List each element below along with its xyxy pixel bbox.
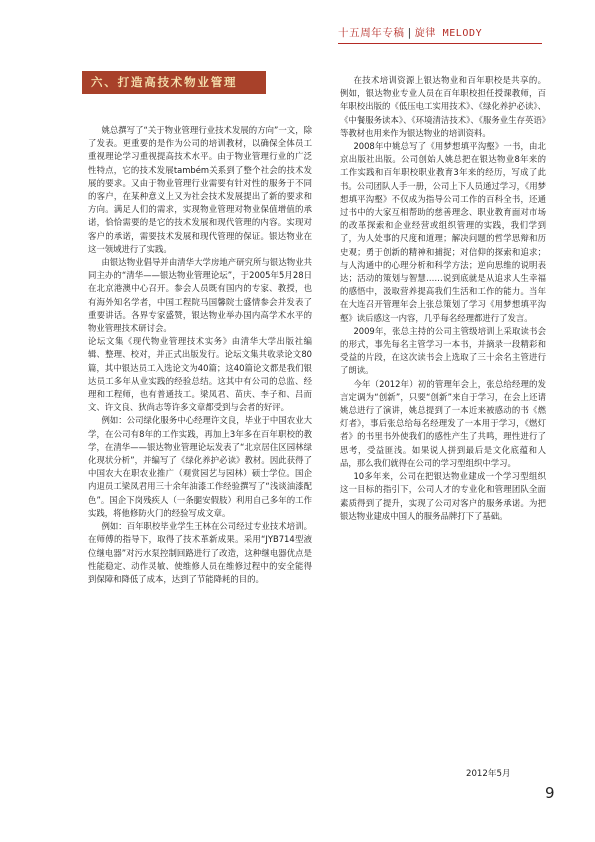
left-column bbox=[88, 124, 312, 586]
left-paragraph-4: 例如：公司绿化服务中心经理许文良，毕业于中国农业大学，在公司有8年的工作实践，再加上3年多在百年职校的教学，在清华——银达物业管理论坛发表了“北京居住区园林绿化现状分析”，并编写了《绿化养护必读》教材。因此获得了中国农大在职农业推广（观赏园艺与园林）硕士学位。国企内退员工梁凤君用三十余年油漆工作经验撰写了“浅谈油漆配色”。国企下岗残疾人（一条腿安假肢）利用自己多年的工作实践，将他修防火门的经验写成文章。 bbox=[88, 415, 312, 518]
left-paragraph-1: 姚总撰写了“关于物业管理行业技术发展的方向”一文，除了发表。更重要的是作为公司的培训教材，以确保全体员工重视理论学习重视提高技术水平。由于物业管理行业的广泛性特点，它的技术发展também关系到了整个社会的技术发展的要求。又由于物业管理行业需要有针对性的服务于不同的客户，在某种意义上又为社会技术发展提出了新的要求和方向。满足人们的需求，实现物业管理对物业保值增值的承诺，恰恰需要的是它的技术发展和现代管理的内容。实现对客户的承诺，需要技术发展和现代管理的保证。银达物业在这一领域进行了实践。 bbox=[88, 125, 312, 254]
right-paragraph-3: 2009年，张总主持的公司主管级培训上采取读书会的形式，事先每名主管学习一本书，并摘录一段精彩和受益的片段，在这次读书会上选取了三十余名主管进行了朗读。 bbox=[340, 325, 546, 376]
right-paragraph-2: 2008年中姚总写了《用梦想填平沟壑》一书，由北京出版社出版。公司创始人姚总把在银达物业8年来的工作实践和百年职校职业教育3年来的经历，写成了此书。公司团队人手一册，公司上下人员通过学习，《用梦想填平沟壑》不仅成为指导公司工作的百科全书，还通过书中的大家互相帮助的慈善理念、职业教育面对市场的改革探索和企业经营或组织管理的实践，我们学到了，为人处事的尺度和道理；解决问题的哲学思辩和历史观；勇于创新的精神和捕捉；对信仰的探索和追求；与人沟通中的心理分析和科学方法；逆向思维的说明表达；活动的策划与智慧……说到底就是从追求人生幸福的感悟中，汲取营养提高我们生活和工作的能力。当年在大连召开管理年会上张总策划了学习《用梦想填平沟壑》读后感这一内容，几乎每名经理都进行了发言。 bbox=[340, 141, 546, 323]
header-rule bbox=[338, 43, 542, 44]
header-section-label: 十五周年专稿 bbox=[338, 27, 405, 39]
right-paragraph-5: 10多年来，公司在把银达物业建成一个学习型组织这一目标的指引下，公司人才的专业化和管理团队全面素质得到了提升，实现了公司对客户的服务承诺。为把银达物业建成中国人的服务品牌打下了基础。 bbox=[340, 471, 546, 521]
right-column bbox=[340, 74, 546, 523]
left-paragraph-3: 论坛文集《现代物业管理技术实务》由清华大学出版社编辑、整理、校对，并正式出版发行。论坛文集共收录论文80篇，其中银达员工入选论文为40篇；这40篇论文都是我们银达员工多年从业实践的经验总结。这其中有公司的总监、经理和工程师，也有普通技工。梁凤君、苗庆、李子和、吕而文、许文良、狄尚志等许多文章都受到与会者的好评。 bbox=[88, 336, 312, 413]
article-date: 2012年5月 bbox=[466, 769, 511, 779]
left-paragraph-2: 由银达物业倡导并由清华大学房地产研究所与银达物业共同主办的“清华——银达物业管理论坛”，于2005年5月28日在北京港澳中心召开。参会人员既有国内的专家、教授，也有海外知名学者，中国工程院马国馨院士盛情参会并发表了重要讲话。各界专家盛赞，银达物业举办国内高学术水平的物业管理技术研讨会。 bbox=[88, 257, 312, 334]
right-paragraph-1: 在技术培训资源上银达物业和百年职校是共享的。例如，银达物业专业人员在百年职校担任授课教师，百年职校出版的《低压电工实用技术》、《绿化养护必读》、《中餐服务读本》、《环境清洁技术》、《服务业生存英语》等教材也用来作为银达物业的培训资料。 bbox=[340, 75, 546, 138]
running-header bbox=[338, 25, 542, 42]
header-magazine-name: 旋律 MELODY bbox=[414, 28, 483, 39]
section-title: 六、打造高技术物业管理 bbox=[82, 71, 266, 94]
header-separator: | bbox=[407, 27, 412, 39]
right-paragraph-4: 今年（2012年）初的管理年会上，张总给经理的发言定调为“创新”，只要“创新”来自于学习，在会上还请姚总进行了演讲，姚总提到了一本近来被感动的书《燃灯者》，事后张总给每名经理发了一本用于学习，《燃灯者》的书里书外使我们的感性产生了共鸣，理性进行了思考，受益匪浅。如果说人拼到最后是文化底蕴和人品，那么我们就得在公司的学习型组织中学习。 bbox=[340, 378, 546, 468]
page-number: 9 bbox=[545, 784, 555, 802]
left-paragraph-5: 例如：百年职校毕业学生王林在公司经过专业技术培训。在师傅的指导下，取得了技术革新成果。采用“JYB714型液位继电器”对污水泵控制回路进行了改造，这种继电器优点是性能稳定、动作灵敏、使维修人员在维修过程中的安全能得到保障和降低了成本，达到了节能降耗的目的。 bbox=[88, 521, 312, 584]
